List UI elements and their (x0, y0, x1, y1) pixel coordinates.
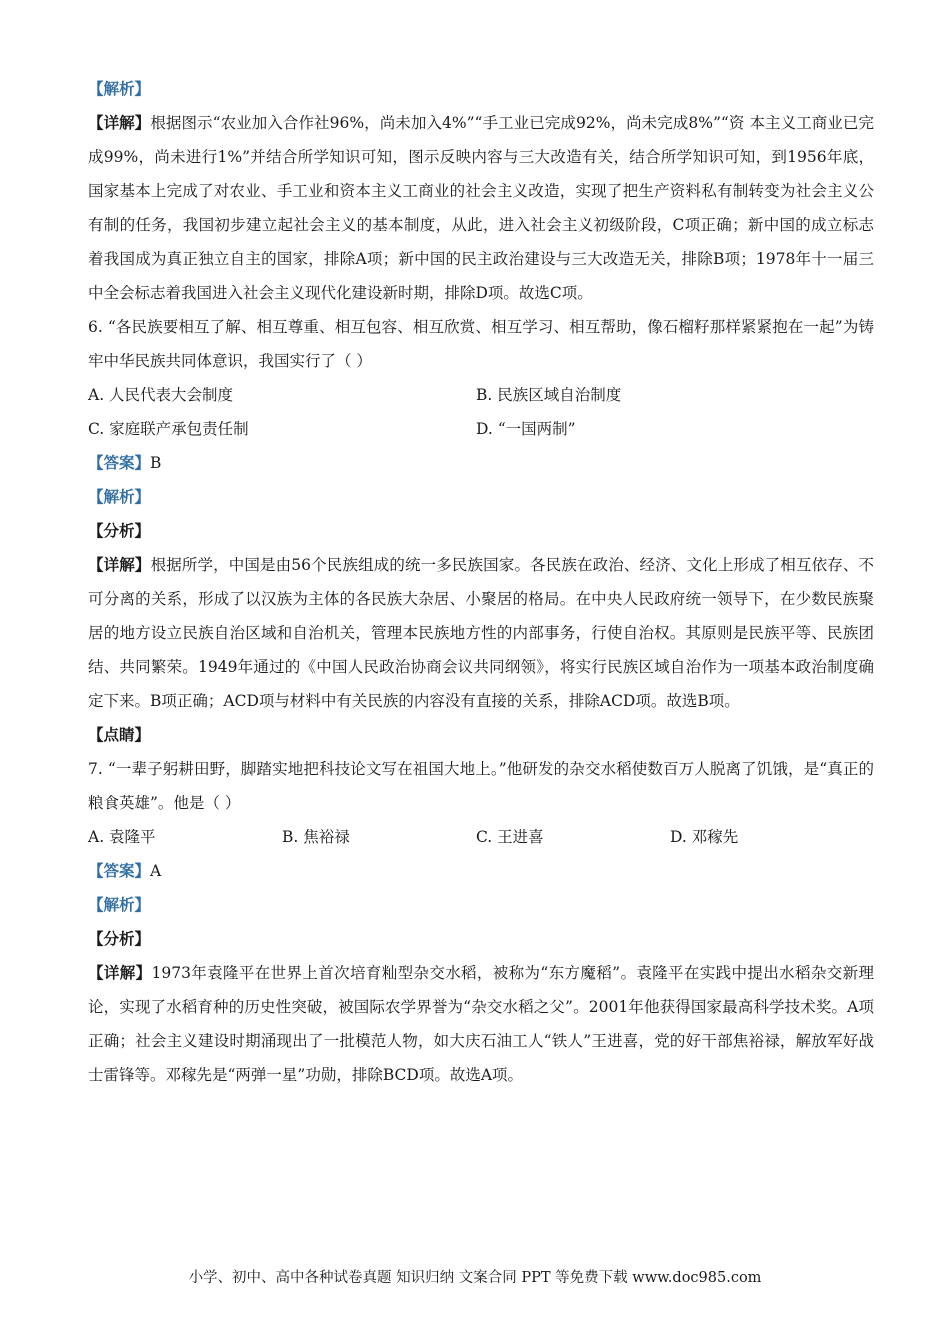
document-body (88, 72, 874, 1092)
detail-tag: 【详解】 (88, 963, 152, 982)
analysis-tag: 【解析】 (88, 79, 151, 98)
option-a: A. 袁隆平 (88, 828, 156, 846)
detail-paragraph-q7 (88, 956, 874, 1092)
analysis-tag: 【解析】 (88, 895, 151, 914)
analysis-tag: 【解析】 (88, 487, 151, 506)
detail-text: 根据图示“农业加入合作社96%，尚未加入4%”“手工业已完成92%，尚未完成8%”“资 本主义工商业已完成99%，尚未进行1%”并结合所学知识可知，图示反映内容与三大改造有关，结合所学知识可知，到1956年底，国家基本上完成了对农业、手工业和资本主义工商业的社会主义改造，实现了把生产资料私有制转变为社会主义公有制的任务，我国初步建立起社会主义的基本制度，从此，进入社会主义初级阶段，C项正确；新中国的成立标志着我国成为真正独立自主的国家，排除A项；新中国的民主政治建设与三大改造无关，排除B项；1978年十一届三中全会标志着我国进入社会主义现代化建设新时期，排除D项。故选C项。 (88, 114, 874, 302)
question-7-stem: 7. “一辈子躬耕田野，脚踏实地把科技论文写在祖国大地上。”他研发的杂交水稻使数百万人脱离了饥饿，是“真正的粮食英雄”。他是（ ） (88, 760, 874, 812)
page-footer: 小学、初中、高中各种试卷真题 知识归纳 文案合同 PPT 等免费下载 www.doc985.com (188, 1270, 762, 1286)
detail-paragraph-q6 (88, 548, 874, 718)
option-c: C. 家庭联产承包责任制 (88, 420, 249, 438)
detail-paragraph-q5 (88, 106, 874, 310)
option-d: D. “一国两制” (476, 420, 576, 438)
detail-tag: 【详解】 (88, 113, 151, 132)
fenxi-tag: 【分析】 (88, 929, 151, 948)
answer-line-q6 (88, 446, 874, 480)
option-a: A. 人民代表大会制度 (88, 386, 234, 404)
detail-tag: 【详解】 (88, 555, 151, 574)
detail-text: 根据所学，中国是由56个民族组成的统一多民族国家。各民族在政治、经济、文化上形成了相互依存、不可分离的关系，形成了以汉族为主体的各民族大杂居、小聚居的格局。在中央人民政府统一领导下，在少数民族聚居的地方设立民族自治区域和自治机关，管理本民族地方性的内部事务，行使自治权。其原则是民族平等、民族团结、共同繁荣。1949年通过的《中国人民政治协商会议共同纲领》，将实行民族区域自治作为一项基本政治制度确定下来。B项正确；ACD项与材料中有关民族的内容没有直接的关系，排除ACD项。故选B项。 (88, 556, 874, 710)
option-b: B. 民族区域自治制度 (476, 386, 622, 404)
question-7-options-row (88, 820, 874, 854)
question-6-options-row-1 (88, 378, 874, 412)
answer-tag: 【答案】 (88, 861, 151, 880)
question-6-stem: 6. “各民族要相互了解、相互尊重、相互包容、相互欣赏、相互学习、相互帮助，像石榴籽那样紧紧抱在一起”为铸牢中华民族共同体意识，我国实行了（ ） (88, 318, 874, 370)
answer-tag: 【答案】 (88, 453, 151, 472)
answer-value: B (150, 454, 162, 472)
question-6-options-row-2 (88, 412, 874, 446)
answer-value: A (150, 862, 162, 880)
option-d: D. 邓稼先 (670, 828, 739, 846)
dianjing-tag: 【点睛】 (88, 725, 151, 744)
option-b: B. 焦裕禄 (282, 828, 350, 846)
answer-line-q7 (88, 854, 874, 888)
detail-text: 1973年袁隆平在世界上首次培育籼型杂交水稻，被称为“东方魔稻”。袁隆平在实践中提出水稻杂交新理论，实现了水稻育种的历史性突破，被国际农学界誉为“杂交水稻之父”。2001年他获得国家最高科学技术奖。A项正确；社会主义建设时期涌现出了一批模范人物，如大庆石油工人“铁人”王进喜，党的好干部焦裕禄，解放军好战士雷锋等。邓稼先是“两弹一星”功勋，排除BCD项。故选A项。 (88, 964, 874, 1084)
fenxi-tag: 【分析】 (88, 521, 151, 540)
option-c: C. 王进喜 (476, 828, 544, 846)
